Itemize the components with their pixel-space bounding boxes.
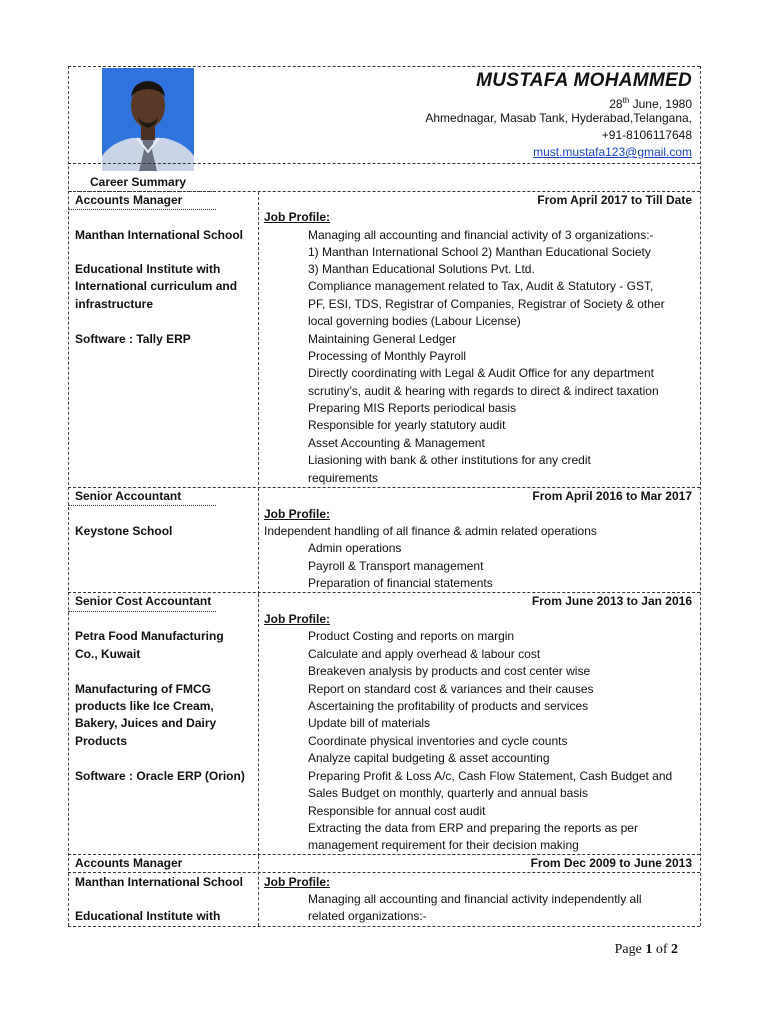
job4-org-desc-1: Educational Institute with <box>75 909 221 923</box>
job3-duty: Product Costing and reports on margin <box>308 629 515 643</box>
job1-org-desc-1: Educational Institute with <box>75 262 221 276</box>
job2-profile-label: Job Profile: <box>264 507 331 521</box>
job1-duty: Preparing MIS Reports periodical basis <box>308 401 517 415</box>
career-summary-label: Career Summary <box>90 175 187 189</box>
frame-left-border <box>68 66 69 926</box>
page-current: 1 <box>645 942 653 957</box>
job1-duty: scrutiny’s, audit & hearing with regards to direct & indirect taxation <box>308 384 659 398</box>
job2-title: Senior Accountant <box>75 489 182 503</box>
job3-org-desc-4: Products <box>75 734 128 748</box>
job3-duty: Calculate and apply overhead & labour cost <box>308 647 541 661</box>
job3-title-rule-bottom <box>68 611 216 612</box>
job3-duty: Responsible for annual cost audit <box>308 804 486 818</box>
phone: +91-8106117648 <box>601 128 692 142</box>
job3-duty: Report on standard cost & variances and their causes <box>308 682 594 696</box>
candidate-name: MUSTAFA MOHAMMED <box>476 70 692 91</box>
job4-title-rule-bottom <box>68 872 700 873</box>
job3-duty: Coordinate physical inventories and cycle counts <box>308 734 568 748</box>
page-number <box>615 942 678 958</box>
job1-duty: Compliance management related to Tax, Audit & Statutory - GST, <box>308 279 654 293</box>
job3-org-desc-3: Bakery, Juices and Dairy <box>75 716 217 730</box>
profile-photo <box>102 68 194 171</box>
job1-duty: requirements <box>308 471 379 485</box>
job2-intro: Independent handling of all finance & admin related operations <box>264 524 597 538</box>
job3-software: Software : Oracle ERP (Orion) <box>75 769 245 783</box>
page-prefix: Page <box>614 942 646 957</box>
job1-duty: Directly coordinating with Legal & Audit Office for any department <box>308 366 654 380</box>
job3-column-divider <box>258 594 259 856</box>
job2-period: From April 2016 to Mar 2017 <box>532 489 692 503</box>
page-total: 2 <box>671 942 678 957</box>
job3-duty: Sales Budget on monthly, quarterly and annual basis <box>308 786 588 800</box>
job2-duty: Preparation of financial statements <box>308 576 493 590</box>
job1-duty: Asset Accounting & Management <box>308 436 485 450</box>
job1-duty: 1) Manthan International School 2) Manthan Educational Society <box>308 245 651 259</box>
job1-profile-label: Job Profile: <box>264 210 331 224</box>
job3-org: Petra Food Manufacturing <box>75 629 224 643</box>
job3-org-desc-1: Manufacturing of FMCG <box>75 682 211 696</box>
frame-bottom-border <box>68 926 700 927</box>
job1-title: Accounts Manager <box>75 193 183 207</box>
job2-column-divider <box>258 488 259 594</box>
job4-duty: Managing all accounting and financial activity independently all <box>308 892 642 906</box>
dob-rest: June, 1980 <box>629 97 692 111</box>
job1-duty: Maintaining General Ledger <box>308 332 457 346</box>
job1-title-rule-bottom <box>68 209 216 210</box>
job1-duty: Managing all accounting and financial activity of 3 organizations:- <box>308 228 654 242</box>
address: Ahmednagar, Masab Tank, Hyderabad,Telangana, <box>425 111 692 125</box>
job2-duty: Payroll & Transport management <box>308 559 484 573</box>
dob-day: 28 <box>609 97 623 111</box>
job3-duty: Preparing Profit & Loss A/c, Cash Flow Statement, Cash Budget and <box>308 769 673 783</box>
job3-duty: Extracting the data from ERP and preparing the reports as per <box>308 821 638 835</box>
job2-title-rule-bottom <box>68 505 216 506</box>
job1-software: Software : Tally ERP <box>75 332 191 346</box>
job3-duty: Ascertaining the profitability of products and services <box>308 699 589 713</box>
job1-duty: Liasioning with bank & other institutions for any credit <box>308 453 591 467</box>
job4-profile-label: Job Profile: <box>264 875 331 889</box>
frame-top-border <box>68 66 700 67</box>
job3-period: From June 2013 to Jan 2016 <box>531 594 692 608</box>
job1-duty: local governing bodies (Labour License) <box>308 314 521 328</box>
job4-title: Accounts Manager <box>75 856 183 870</box>
job1-duty: PF, ESI, TDS, Registrar of Companies, Registrar of Society & other <box>308 297 665 311</box>
job4-period: From Dec 2009 to June 2013 <box>530 856 692 870</box>
job1-duty: 3) Manthan Educational Solutions Pvt. Ltd. <box>308 262 535 276</box>
job3-org-location: Co., Kuwait <box>75 647 141 661</box>
page-mid: of <box>652 942 671 957</box>
job1-duty: Processing of Monthly Payroll <box>308 349 467 363</box>
job1-org: Manthan International School <box>75 228 244 242</box>
job3-duty: management requirement for their decision making <box>308 838 579 852</box>
email-link[interactable]: must.mustafa123@gmail.com <box>533 145 692 159</box>
job3-title: Senior Cost Accountant <box>75 594 212 608</box>
job3-profile-label: Job Profile: <box>264 612 331 626</box>
header-divider <box>68 163 700 164</box>
job4-duty: related organizations:- <box>308 909 427 923</box>
job1-duty: Responsible for yearly statutory audit <box>308 418 506 432</box>
job3-duty: Analyze capital budgeting & asset accounting <box>308 751 550 765</box>
job1-org-desc-3: infrastructure <box>75 297 154 311</box>
job3-duty: Breakeven analysis by products and cost center wise <box>308 664 591 678</box>
job2-org: Keystone School <box>75 524 173 538</box>
job1-column-divider <box>258 192 259 490</box>
job1-org-desc-2: International curriculum and <box>75 279 238 293</box>
job4-org: Manthan International School <box>75 875 244 889</box>
job4-column-divider <box>258 856 259 926</box>
job2-duty: Admin operations <box>308 541 402 555</box>
job3-duty: Update bill of materials <box>308 716 431 730</box>
frame-right-border <box>700 66 701 926</box>
dob-suffix: th <box>622 96 630 105</box>
job1-period: From April 2017 to Till Date <box>537 193 692 207</box>
job3-org-desc-2: products like Ice Cream, <box>75 699 214 713</box>
